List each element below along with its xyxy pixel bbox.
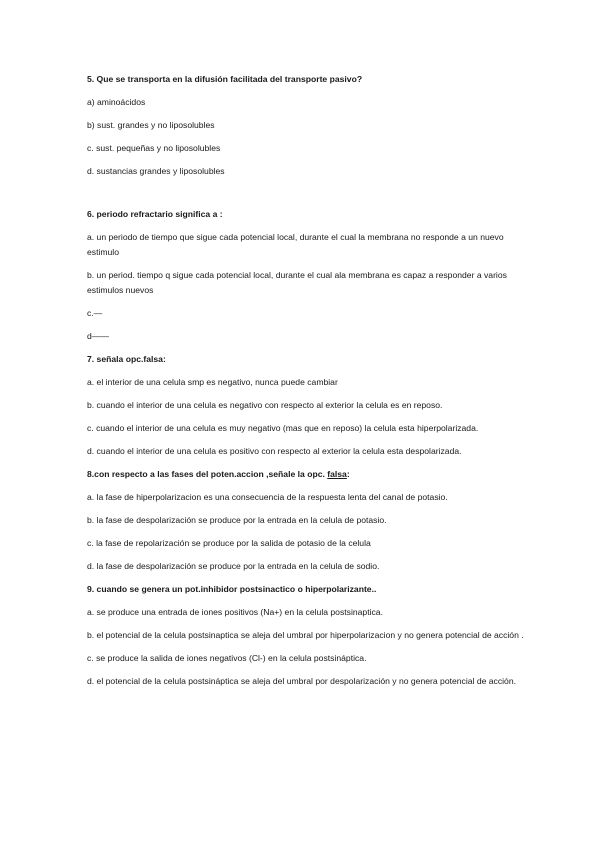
question-9 bbox=[87, 582, 527, 689]
option-d: d. la fase de despolarización se produce por la entrada en la celula de sodio. bbox=[87, 561, 380, 571]
option-b: b. el potencial de la celula postsinaptica se aleja del umbral por hiperpolarizacion y no genera potencial de acción . bbox=[87, 630, 524, 640]
option-c: c. se produce la salida de iones negativos (Cl-) en la celula postsináptica. bbox=[87, 653, 367, 663]
option-a: a) aminoácidos bbox=[87, 97, 146, 107]
option-b: b. cuando el interior de una celula es negativo con respecto al exterior la celula es en reposo. bbox=[87, 400, 443, 410]
option-d: d—— bbox=[87, 331, 109, 341]
question-title: 5. Que se transporta en la difusión facilitada del transporte pasivo? bbox=[87, 74, 363, 84]
question-title-prefix: 8.con respecto a las fases del poten.accion ,señale la opc. bbox=[87, 469, 325, 479]
option-c: c. cuando el interior de una celula es muy negativo (mas que en reposo) la celula esta hiperpolarizada. bbox=[87, 423, 479, 433]
option-a: a. la fase de hiperpolarizacion es una consecuencia de la respuesta lenta del canal de potasio. bbox=[87, 492, 448, 502]
option-b: b) sust. grandes y no liposolubles bbox=[87, 120, 215, 130]
option-c: c. la fase de repolarización se produce por la salida de potasio de la celula bbox=[87, 538, 371, 548]
question-title-suffix: : bbox=[346, 469, 350, 479]
question-title bbox=[87, 467, 527, 482]
option-d: d. cuando el interior de una celula es positivo con respecto al exterior la celula esta despolarizada. bbox=[87, 446, 462, 456]
question-title: 9. cuando se genera un pot.inhibidor postsinactico o hiperpolarizante.. bbox=[87, 584, 377, 594]
option-a: a. el interior de una celula smp es negativo, nunca puede cambiar bbox=[87, 377, 338, 387]
question-title-underlined: falsa bbox=[327, 469, 347, 479]
question-title: 7. señala opc.falsa: bbox=[87, 354, 166, 364]
option-c: c. sust. pequeñas y no liposolubles bbox=[87, 143, 221, 153]
option-b: b. la fase de despolarización se produce por la entrada en la celula de potasio. bbox=[87, 515, 387, 525]
option-a: a. se produce una entrada de iones positivos (Na+) en la celula postsinaptica. bbox=[87, 607, 383, 617]
option-a: a. un periodo de tiempo que sigue cada potencial local, durante el cual la membrana no responde a un nuevo estimulo bbox=[87, 232, 504, 257]
option-d: d. sustancias grandes y liposolubles bbox=[87, 166, 225, 176]
question-title: 6. periodo refractario significa a : bbox=[87, 209, 223, 219]
question-5 bbox=[87, 72, 527, 179]
option-d: d. el potencial de la celula postsináptica se aleja del umbral por despolarización y no genera potencial de acción. bbox=[87, 676, 517, 686]
question-6 bbox=[87, 207, 527, 344]
quiz-content bbox=[87, 72, 527, 697]
option-c: c.— bbox=[87, 308, 103, 318]
option-b: b. un period. tiempo q sigue cada potencial local, durante el cual ala membrana es capaz a responder a varios estimulos nuevos bbox=[87, 270, 507, 295]
question-7 bbox=[87, 352, 527, 459]
question-8 bbox=[87, 467, 527, 574]
